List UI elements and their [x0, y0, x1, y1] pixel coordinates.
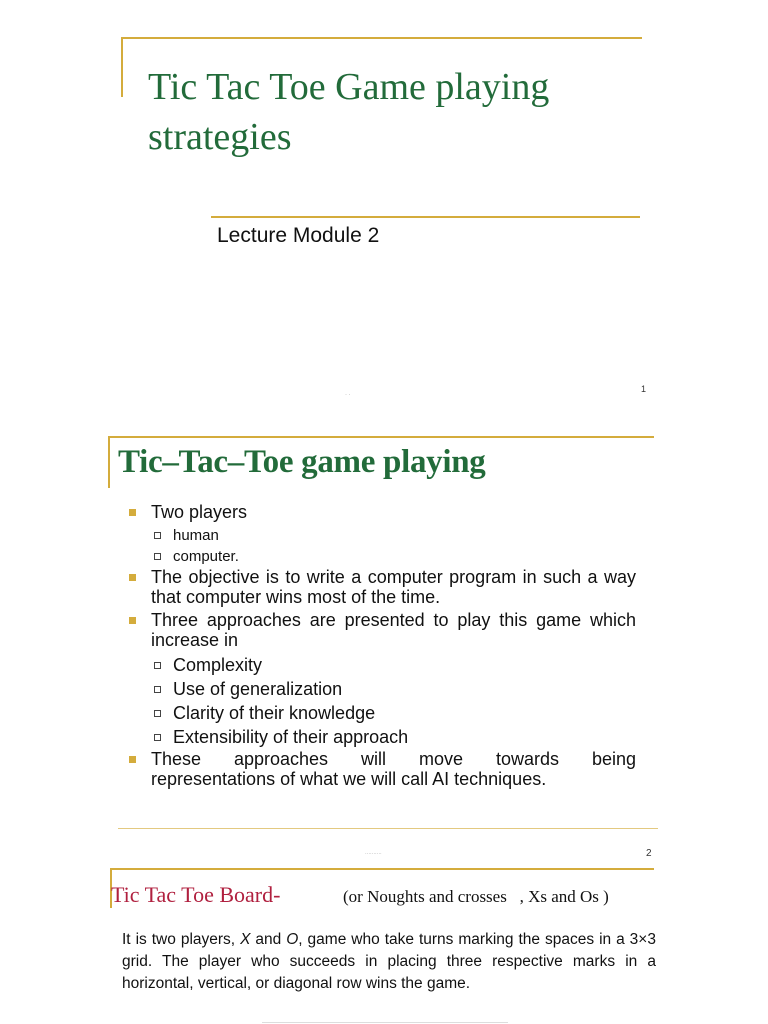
slide1-title: Tic Tac Toe Game playing strategies: [148, 66, 550, 158]
sub-bullet-complexity: Complexity: [128, 653, 636, 677]
body-part1: It is two players,: [122, 931, 241, 948]
sub-bullet-clarity: Clarity of their knowledge: [128, 701, 636, 725]
slide1-subtitle-rule: [211, 216, 640, 218]
slide1-subtitle: Lecture Module 2: [217, 224, 380, 247]
bullet-ai-techniques-line1: These approaches will move towards being: [151, 749, 636, 769]
sub-bullet-generalization: Use of generalization: [128, 677, 636, 701]
slide2-page-number: 2: [646, 848, 652, 859]
bullet-objective: The objective is to write a computer program in such a way that computer wins most of the time.: [128, 567, 636, 607]
body-o: O: [286, 931, 299, 948]
slide2-title: Tic–Tac–Toe game playing: [118, 444, 486, 480]
slide2-bullet-list: [128, 502, 636, 792]
sub-bullet-human: human: [128, 525, 636, 546]
sub-bullet-extensibility: Extensibility of their approach: [128, 725, 636, 749]
bullet-three-approaches: Three approaches are presented to play this game which increase in: [128, 610, 636, 650]
bullet-ai-techniques: [128, 749, 636, 789]
slide3-title: Tic Tac Toe Board-: [111, 882, 281, 907]
slide2-bottom-rule: [118, 828, 658, 829]
slide3-bottom-rule: [262, 1022, 508, 1023]
slide3-subtitle-parenthetical: (or Noughts and crosses , Xs and Os ): [343, 887, 609, 906]
slide2-footer-mark: ··········: [365, 851, 382, 857]
body-part3: , game who take turns marking the spaces in a 3×3 grid. The player who succeeds in placing three respective marks in a horizontal, vertical, or diagonal row wins the game.: [122, 931, 656, 992]
slide1-left-rule: [121, 37, 123, 97]
bullet-ai-techniques-line2: representations of what we will call AI techniques.: [151, 769, 547, 789]
body-part2: and: [250, 931, 287, 948]
slide2-left-rule: [108, 436, 110, 488]
sub-bullet-computer: computer.: [128, 546, 636, 567]
slide2-top-rule: [108, 436, 654, 438]
slide3-body-text: [122, 929, 656, 995]
slide1-page-number: 1: [641, 384, 647, 394]
slide1-footer-mark: · ·: [345, 392, 351, 398]
slide1-top-rule: [121, 37, 642, 39]
body-x: X: [240, 931, 251, 948]
bullet-two-players: Two players: [128, 502, 636, 522]
slide3-top-rule: [110, 868, 654, 870]
